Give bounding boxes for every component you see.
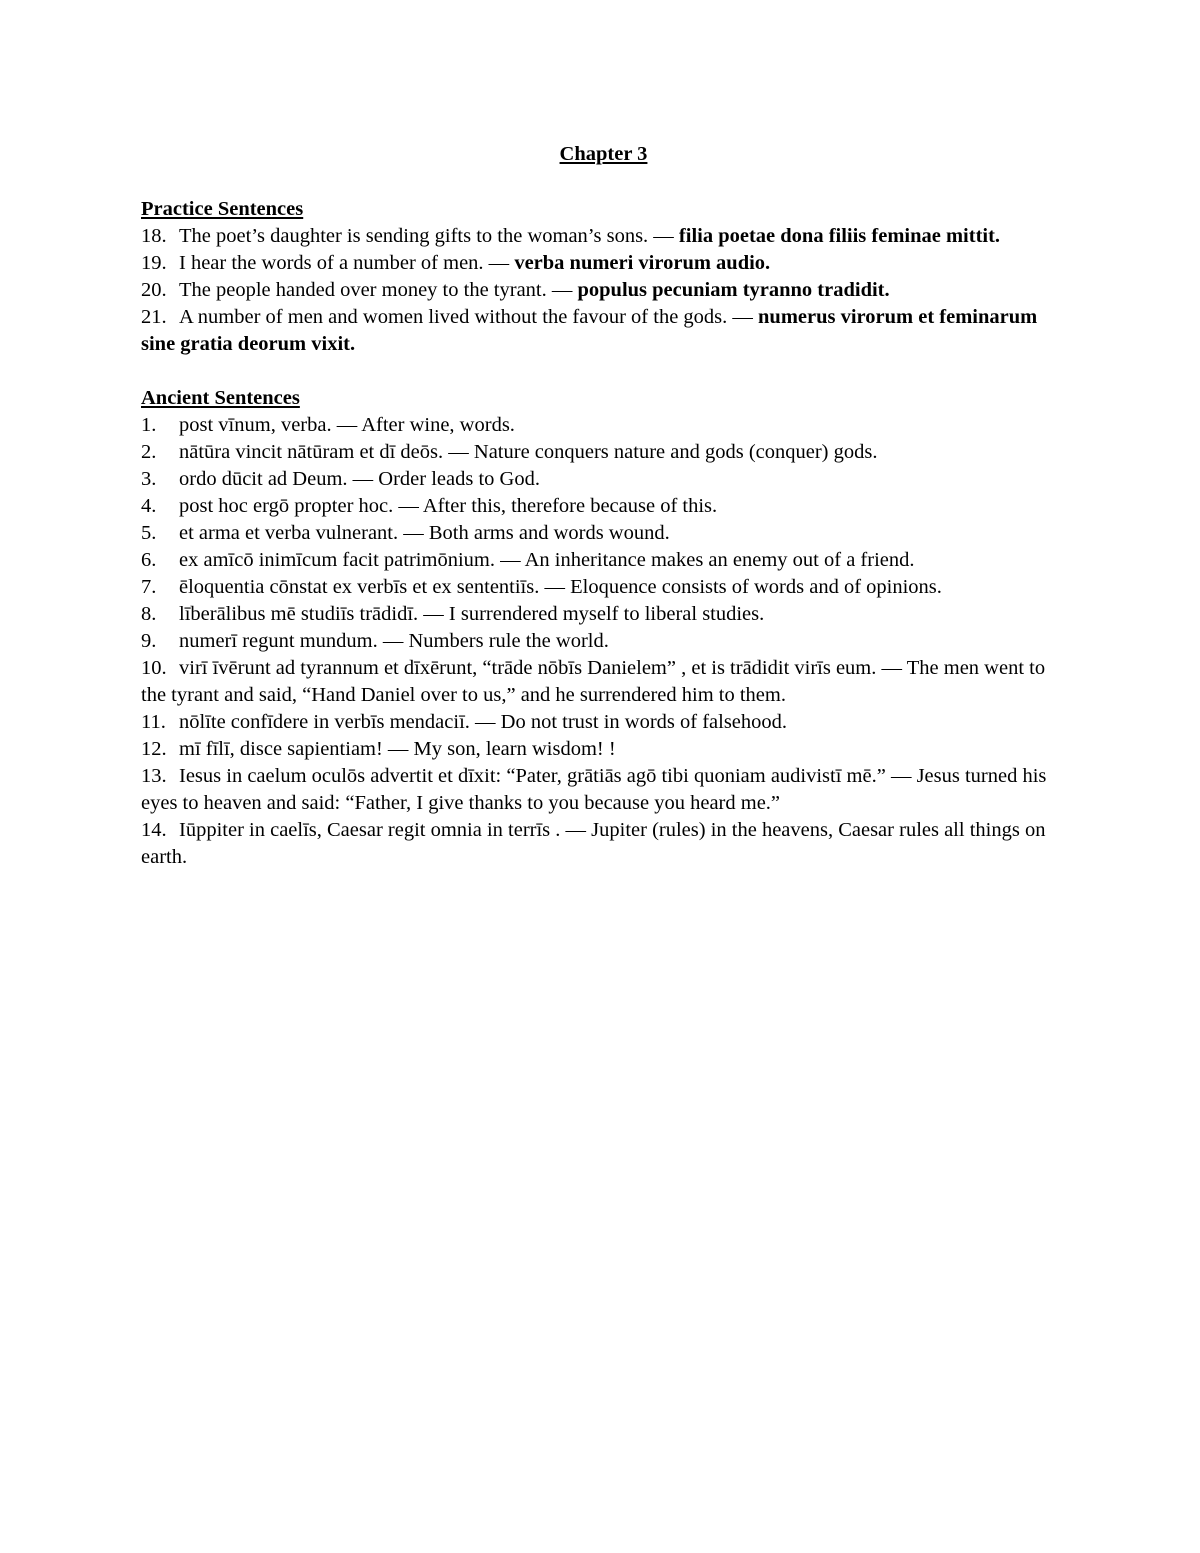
item-number: 13. — [141, 765, 167, 787]
item-number: 4. — [141, 495, 157, 517]
item-number: 7. — [141, 576, 157, 598]
ancient-item — [141, 601, 1066, 628]
ancient-item — [141, 520, 1066, 547]
sentence-text: mī fīlī, disce sapientiam! — My son, learn wisdom! ! — [179, 738, 616, 760]
sentence-text: Iūppiter in caelīs, Caesar regit omnia in terrīs . — Jupiter (rules) in the heavens, Caesar rules all things on earth. — [141, 819, 1046, 868]
english-text: A number of men and women lived without the favour of the gods. — — [179, 306, 759, 328]
item-number: 2. — [141, 441, 157, 463]
ancient-item — [141, 709, 1066, 736]
ancient-item — [141, 655, 1066, 709]
ancient-item — [141, 736, 1066, 763]
item-number: 9. — [141, 630, 157, 652]
english-text: The people handed over money to the tyrant. — — [179, 279, 578, 301]
ancient-list — [141, 412, 1066, 871]
item-number: 3. — [141, 468, 157, 490]
item-number: 14. — [141, 819, 167, 841]
practice-item — [141, 277, 1066, 304]
document-page — [141, 141, 1066, 871]
item-number: 1. — [141, 414, 157, 436]
sentence-text: et arma et verba vulnerant. — Both arms and words wound. — [179, 522, 670, 544]
ancient-item — [141, 466, 1066, 493]
ancient-item — [141, 547, 1066, 574]
item-number: 20. — [141, 279, 167, 301]
item-number: 8. — [141, 603, 157, 625]
ancient-item — [141, 574, 1066, 601]
sentence-text: post hoc ergō propter hoc. — After this, therefore because of this. — [179, 495, 718, 517]
item-number: 5. — [141, 522, 157, 544]
sentence-text: nōlīte confīdere in verbīs mendaciī. — Do not trust in words of falsehood. — [179, 711, 788, 733]
ancient-item — [141, 763, 1066, 817]
ancient-heading: Ancient Sentences — [141, 387, 300, 409]
english-text: I hear the words of a number of men. — — [179, 252, 515, 274]
chapter-title: Chapter 3 — [559, 143, 648, 165]
ancient-item — [141, 439, 1066, 466]
practice-item — [141, 223, 1066, 250]
sentence-text: Iesus in caelum oculōs advertit et dīxit: “Pater, grātiās agō tibi quoniam audivistī mē.” — Jesus turned his eyes to heaven and said: “Father, I give thanks to you because you heard me.” — [141, 765, 1047, 814]
item-number: 18. — [141, 225, 167, 247]
spacer — [141, 358, 1066, 385]
latin-answer: numerus virorum et feminarum sine gratia deorum vixit. — [141, 306, 1038, 355]
sentence-text: līberālibus mē studiīs trādidī. — I surrendered myself to liberal studies. — [179, 603, 765, 625]
sentence-text: post vīnum, verba. — After wine, words. — [179, 414, 515, 436]
item-number: 21. — [141, 306, 167, 328]
english-text: The poet’s daughter is sending gifts to the woman’s sons. — — [179, 225, 679, 247]
practice-item — [141, 304, 1066, 358]
latin-answer: populus pecuniam tyranno tradidit. — [577, 279, 890, 301]
sentence-text: virī īvērunt ad tyrannum et dīxērunt, “trāde nōbīs Danielem” , et is trādidit virīs eum. — The men went to the tyrant and said, “Hand Daniel over to us,” and he surrendered him to them. — [141, 657, 1046, 706]
item-number: 12. — [141, 738, 167, 760]
item-number: 10. — [141, 657, 167, 679]
ancient-item — [141, 628, 1066, 655]
practice-list — [141, 223, 1066, 358]
practice-heading: Practice Sentences — [141, 198, 304, 220]
sentence-text: numerī regunt mundum. — Numbers rule the world. — [179, 630, 609, 652]
item-number: 19. — [141, 252, 167, 274]
item-number: 11. — [141, 711, 166, 733]
latin-answer: filia poetae dona filiis feminae mittit. — [678, 225, 1001, 247]
sentence-text: nātūra vincit nātūram et dī deōs. — Nature conquers nature and gods (conquer) gods. — [179, 441, 878, 463]
practice-item — [141, 250, 1066, 277]
sentence-text: ordo dūcit ad Deum. — Order leads to God. — [179, 468, 540, 490]
ancient-item — [141, 493, 1066, 520]
sentence-text: ēloquentia cōnstat ex verbīs et ex sententiīs. — Eloquence consists of words and of opinions. — [179, 576, 942, 598]
latin-answer: verba numeri virorum audio. — [514, 252, 771, 274]
ancient-item — [141, 412, 1066, 439]
ancient-item — [141, 817, 1066, 871]
item-number: 6. — [141, 549, 157, 571]
sentence-text: ex amīcō inimīcum facit patrimōnium. — An inheritance makes an enemy out of a friend. — [179, 549, 915, 571]
